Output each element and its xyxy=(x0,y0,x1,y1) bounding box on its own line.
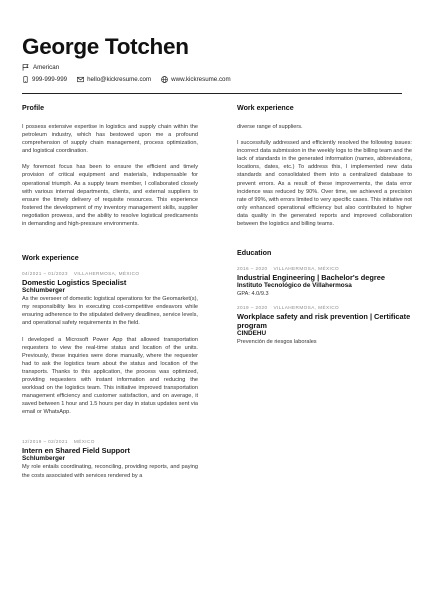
job-location: MÉXICO xyxy=(73,439,95,445)
education-entry xyxy=(237,305,412,346)
education-note: Prevención de riesgos laborales xyxy=(237,339,317,346)
job-company: Schlumberger xyxy=(22,455,65,463)
degree-title: Industrial Engineering | Bachelor's degree xyxy=(237,273,385,283)
job-location: VILLAHERMOSA, MÉXICO xyxy=(73,271,140,277)
education-meta xyxy=(237,305,412,310)
job-dates: 12/2019 – 02/2021 xyxy=(22,439,68,445)
job-meta xyxy=(22,439,198,444)
person-name: George Totchen xyxy=(22,34,189,59)
job-title: Domestic Logistics Specialist xyxy=(22,278,127,288)
globe-icon xyxy=(161,76,168,83)
school-name: Instituto Tecnológico de Villahermosa xyxy=(237,282,352,290)
profile-paragraph: I possess extensive expertise in logistics and supply chain within the petroleum industry, which has bestowed upon me a profound comprehension of supply chain management, process optimization, and logistical coordination. xyxy=(22,124,198,155)
work-experience-heading: Work experience xyxy=(22,254,79,263)
education-entry xyxy=(237,266,412,298)
job-description-continued: diverse range of suppliers. xyxy=(237,124,303,130)
website-contact[interactable] xyxy=(161,76,230,83)
education-location: VILLAHERMOSA, MÉXICO xyxy=(273,266,340,272)
email-contact[interactable] xyxy=(77,76,151,83)
education-location: VILLAHERMOSA, MÉXICO xyxy=(273,305,340,311)
nationality-text: American xyxy=(33,64,60,71)
education-heading: Education xyxy=(237,249,272,258)
job-title: Intern en Shared Field Support xyxy=(22,446,130,456)
nationality-row xyxy=(22,64,59,71)
website-text[interactable]: www.kickresume.com xyxy=(171,76,231,83)
job-meta xyxy=(22,271,198,276)
certificate-title: Workplace safety and risk prevention | Certificate program xyxy=(237,312,411,331)
right-column xyxy=(237,104,412,346)
mail-icon xyxy=(77,76,84,83)
job-description: As the overseer of domestic logistical operations for the Geomarket(s), my responsibility lies in executing cost-competitive endeavors while ensuring adherence to the stipulated delivery deadlines, service levels, and operational safety requirements in the field. xyxy=(22,296,198,327)
job-description-continued: I successfully addressed and efficiently resolved the following issues: incorrect data submission in the weekly logs to the billing team and the lack of standards in the generated information (names, abbreviations, locations, dates, etc.) To address this, I implemented new data standards and consolidated them into a centralized database to prevent errors. As a result of these improvements, the data error incidence was reduced by 90%. Over time, we achieved a precision rate of 99%, with errors limited to very specific cases. This initiative not only enhanced operational efficiency but also contributed to higher data quality in the generated reports and improved collaboration between the logistics and billing teams. xyxy=(237,140,412,228)
education-note: GPA: 4.0/9.3 xyxy=(237,291,269,298)
job-dates: 04/2021 – 01/2023 xyxy=(22,271,68,277)
job-description: I developed a Microsoft Power App that allowed transportation requesters to view the real-time status and location of the units. Previously, these inquiries were done manually, where the requester had to ask the logistics team about the status and location of the transports. Thanks to this application, the process was optimized, providing requesters with instant information and reducing the workload on the logistics team. This initiative improved transportation management efficiency and customer satisfaction, and on average, it saved between 1 hour and 1.5 hours per day in status updates sent via email or WhatsApp. xyxy=(22,336,198,416)
job-entry xyxy=(22,439,198,479)
school-name: CINDEHU xyxy=(237,330,267,338)
profile-paragraph: My foremost focus has been to ensure the efficient and timely provision of critical equipment and materials, indispensable for operational triumph. As a supply team member, I collaborated closely with various internal departments, clients, and external suppliers to ensure the timely delivery of requisite resources. This experience fostered the development of my inventory management skills, supplier negotiation prowess, and the ability to resolve logistical predicaments in demanding and high-pressure environments. xyxy=(22,164,198,228)
contact-row xyxy=(22,76,231,83)
job-description: My role entails coordinating, reconciling, providing reports, and paying the costs associated with services rendered by a xyxy=(22,464,198,479)
education-dates: 2016 – 2020 xyxy=(237,266,268,272)
job-company: Schlumberger xyxy=(22,287,65,295)
flag-icon xyxy=(22,64,29,71)
header-divider xyxy=(22,93,402,94)
education-dates: 2019 – 2020 xyxy=(237,305,268,311)
work-experience-continued-heading: Work experience xyxy=(237,104,294,112)
phone-text: 999-999-999 xyxy=(32,76,68,83)
email-text[interactable]: hello@kickresume.com xyxy=(87,76,152,83)
phone-icon xyxy=(22,76,29,83)
education-meta xyxy=(237,266,412,271)
phone-contact xyxy=(22,76,67,83)
job-entry xyxy=(22,271,198,416)
left-column xyxy=(22,104,198,480)
profile-heading: Profile xyxy=(22,104,45,112)
